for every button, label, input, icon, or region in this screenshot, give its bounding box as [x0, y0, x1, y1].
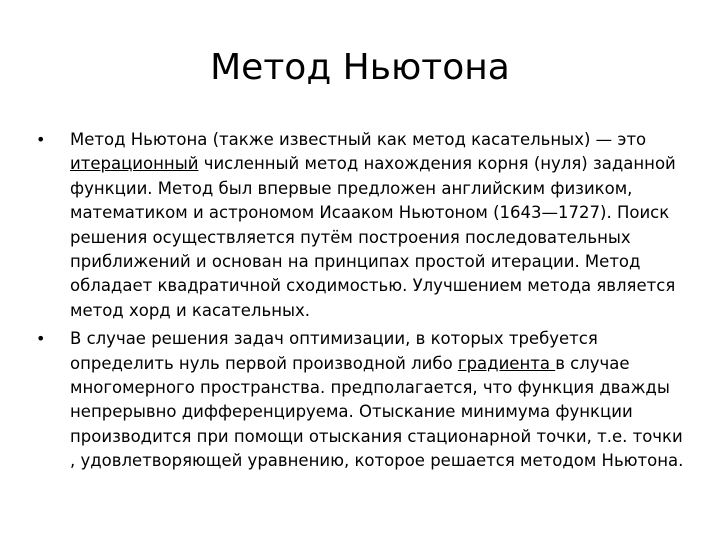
- bullet-list: [36, 128, 686, 478]
- bullet-item-optimization: [36, 327, 686, 473]
- bullet-icon: •: [36, 329, 46, 349]
- bullet-text-before-link: Метод Ньютона (также известный как метод касательных) — это: [70, 130, 647, 149]
- iteration-link[interactable]: итерационный: [70, 154, 199, 174]
- bullet-text-before-link: В случае решения задач оптимизации, в которых требуется определить нуль первой производной либо: [70, 329, 598, 373]
- slide-title: Метод Ньютона: [210, 47, 510, 88]
- bullet-icon: •: [36, 130, 46, 149]
- bullet-item-newton-method: [36, 128, 686, 323]
- gradient-link[interactable]: градиента: [457, 353, 556, 373]
- bullet-text-after-link: численный метод нахождения корня (нуля) заданной функции. Метод был впервые предложен английским физиком, математиком и астрономом Исааком Ньютоном (1643—1727). Поиск решения осуществляется путём построения последовательных приближений и основан на принципах простой итерации. Метод обладает квадратичной сходимостью. Улучшением метода является метод хорд и касательных.: [70, 154, 676, 320]
- bullet-text-after-link: в случае многомерного пространства. предполагается, что функция дважды непрерывно дифференцируема. Отыскание минимума функции производится при помощи отыскания стационарной точки, т.е. точки , удовлетворяющей уравнению, которое решается методом Ньютона.: [70, 353, 684, 471]
